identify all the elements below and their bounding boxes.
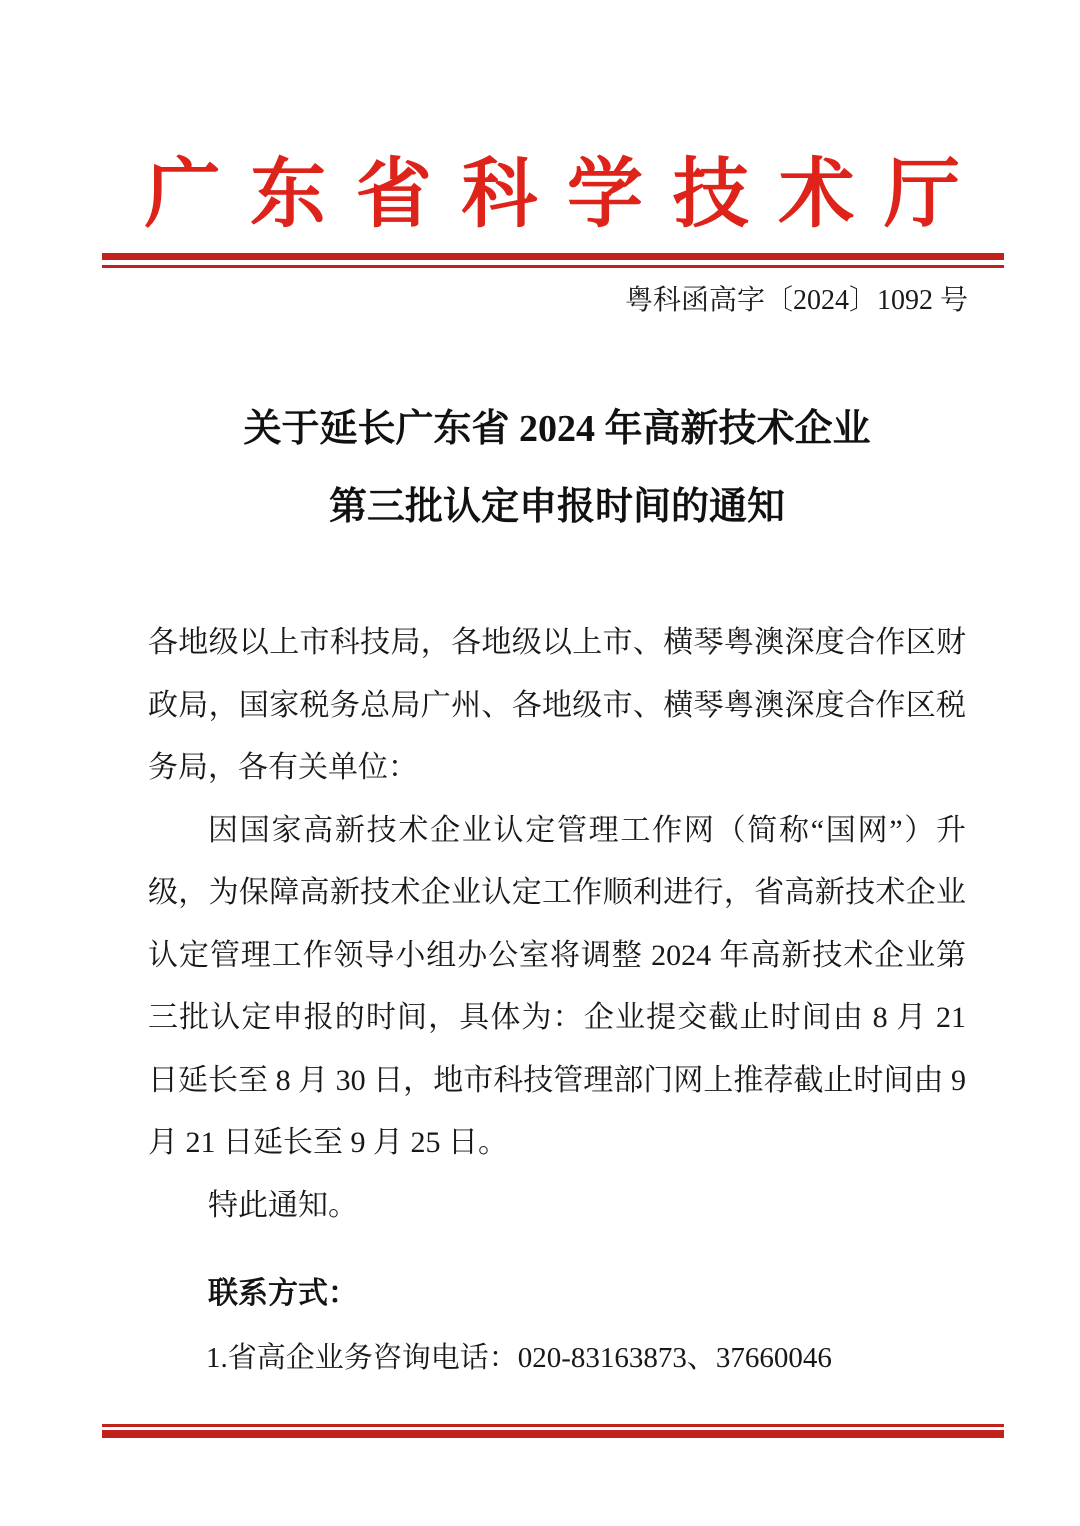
contact-phone-line: 1.省高企业务咨询电话：020-83163873、37660046 xyxy=(206,1342,832,1374)
footer-divider xyxy=(102,1424,1004,1438)
agency-name-heading: 广 东 省 科 学 技 术 厅 xyxy=(144,153,962,237)
document-title-line-1: 关于延长广东省 2024 年高新技术企业 xyxy=(243,408,871,450)
document-title-line-2: 第三批认定申报时间的通知 xyxy=(328,486,785,528)
addressee-paragraph: 各地级以上市科技局，各地级以上市、横琴粤澳深度合作区财政局，国家税务总局广州、各地级市、横琴粤澳深度合作区税务局，各有关单位： xyxy=(148,626,966,784)
letterhead-divider-thin-line xyxy=(102,265,1004,268)
letterhead-divider-thick-line xyxy=(102,253,1004,260)
document-reference-number: 粤科函高字〔2024〕1092 号 xyxy=(624,285,968,316)
document-body xyxy=(148,612,966,1237)
footer-divider-thick-line xyxy=(102,1430,1004,1438)
document-title xyxy=(148,390,966,546)
letterhead-divider xyxy=(102,253,1004,268)
contact-section-heading: 联系方式： xyxy=(208,1277,358,1310)
main-notice-paragraph: 因国家高新技术企业认定管理工作网（简称“国网”）升级，为保障高新技术企业认定工作顺利进行，省高新技术企业认定管理工作领导小组办公室将调整 2024 年高新技术企业第三批认定申报的时间，具体为：企业提交截止时间由 8 月 21 日延长至 8 月 30 日，地市科技管理部门网上推荐截止时间由 9 月 21 日延长至 9 月 25 日。 xyxy=(148,813,966,1159)
closing-paragraph: 特此通知。 xyxy=(208,1188,358,1222)
